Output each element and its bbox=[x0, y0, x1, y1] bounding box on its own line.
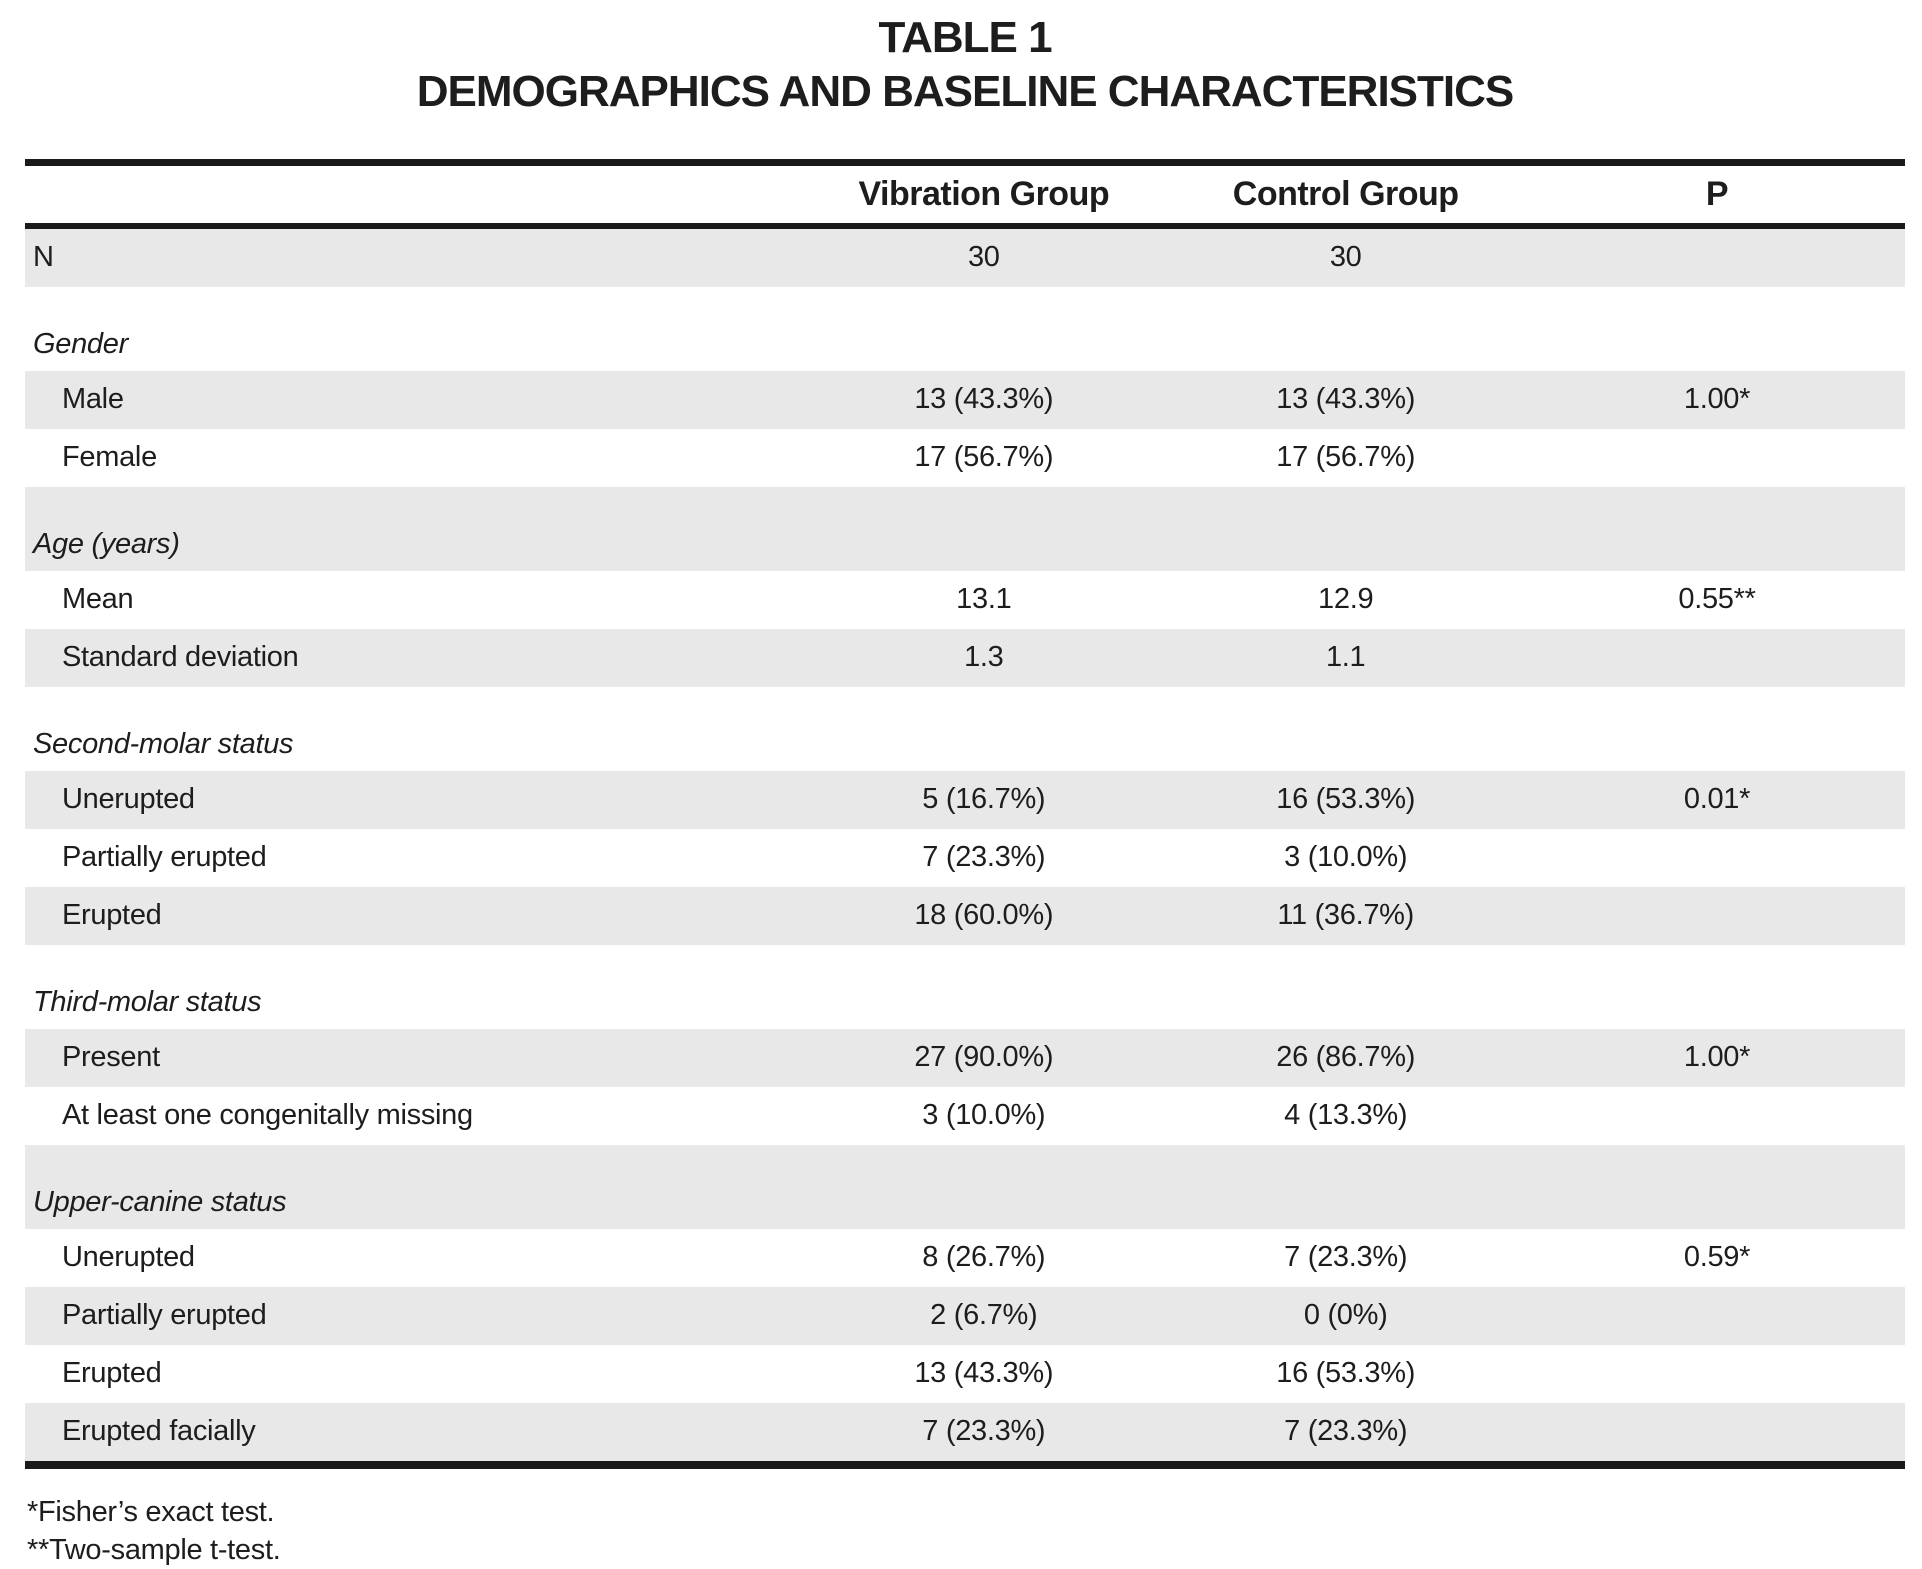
row-label: Present bbox=[62, 1041, 160, 1074]
table-row bbox=[25, 429, 1905, 487]
section-label: Second-molar status bbox=[33, 727, 294, 760]
row-label: Partially erupted bbox=[62, 841, 267, 874]
cell-vibration-group: 17 (56.7%) bbox=[914, 441, 1054, 474]
footnote-fisher-exact-test: *Fisher’s exact test. bbox=[27, 1495, 275, 1528]
row-label: Standard deviation bbox=[62, 641, 299, 674]
cell-vibration-group: 8 (26.7%) bbox=[922, 1241, 1046, 1274]
demographics-table bbox=[25, 159, 1905, 1469]
row-label: Partially erupted bbox=[62, 1299, 267, 1332]
table-row bbox=[25, 1403, 1905, 1465]
section-row bbox=[25, 687, 1905, 771]
cell-control-group: 3 (10.0%) bbox=[1284, 841, 1408, 874]
cell-p-value bbox=[1529, 1403, 1905, 1465]
section-row bbox=[25, 287, 1905, 371]
cell-p-value: 1.00* bbox=[1683, 1041, 1751, 1074]
table-row bbox=[25, 771, 1905, 829]
section-label: Upper-canine status bbox=[33, 1185, 287, 1218]
row-label: Erupted bbox=[62, 1357, 162, 1390]
row-label: Mean bbox=[62, 583, 134, 616]
cell-vibration-group: 5 (16.7%) bbox=[922, 783, 1046, 816]
table-title-block bbox=[25, 0, 1905, 117]
column-header-empty bbox=[25, 162, 805, 226]
cell-p-value bbox=[1529, 1087, 1905, 1145]
footnotes bbox=[27, 1493, 1922, 1569]
cell-control-group: 7 (23.3%) bbox=[1284, 1415, 1408, 1448]
table-subtitle: DEMOGRAPHICS AND BASELINE CHARACTERISTICS bbox=[416, 67, 1514, 117]
cell-vibration-group: 13 (43.3%) bbox=[914, 383, 1054, 416]
column-header-control-group: Control Group bbox=[1162, 162, 1529, 226]
cell-p-value bbox=[1529, 629, 1905, 687]
cell-control-group: 17 (56.7%) bbox=[1276, 441, 1416, 474]
cell-vibration-group: 27 (90.0%) bbox=[914, 1041, 1054, 1074]
table-row bbox=[25, 629, 1905, 687]
cell-p-value bbox=[1529, 429, 1905, 487]
cell-p-value bbox=[1529, 1345, 1905, 1403]
cell-control-group: 30 bbox=[1329, 241, 1362, 274]
cell-p-value bbox=[1529, 226, 1905, 287]
table-row bbox=[25, 226, 1905, 287]
cell-control-group: 11 (36.7%) bbox=[1277, 899, 1415, 932]
cell-p-value: 0.55** bbox=[1678, 583, 1756, 616]
footnote-two-sample-t-test: **Two-sample t-test. bbox=[27, 1534, 281, 1567]
cell-p-value bbox=[1529, 1287, 1905, 1345]
cell-p-value bbox=[1529, 829, 1905, 887]
cell-vibration-group: 7 (23.3%) bbox=[922, 841, 1046, 874]
cell-control-group: 4 (13.3%) bbox=[1284, 1099, 1408, 1132]
table-row bbox=[25, 1029, 1905, 1087]
cell-control-group: 1.1 bbox=[1325, 641, 1366, 674]
column-header-vibration-group: Vibration Group bbox=[805, 162, 1162, 226]
section-label: Age (years) bbox=[33, 527, 180, 560]
section-row bbox=[25, 1145, 1905, 1229]
cell-vibration-group: 13 (43.3%) bbox=[914, 1357, 1054, 1390]
row-label: Male bbox=[62, 383, 124, 416]
row-label: Female bbox=[62, 441, 157, 474]
cell-control-group: 12.9 bbox=[1318, 583, 1374, 616]
cell-vibration-group: 18 (60.0%) bbox=[914, 899, 1054, 932]
table-row bbox=[25, 887, 1905, 945]
cell-vibration-group: 1.3 bbox=[964, 641, 1004, 674]
cell-p-value: 1.00* bbox=[1683, 383, 1751, 416]
row-label: Unerupted bbox=[62, 1241, 195, 1274]
section-row bbox=[25, 487, 1905, 571]
row-label: Unerupted bbox=[62, 783, 195, 816]
cell-control-group: 26 (86.7%) bbox=[1276, 1041, 1416, 1074]
cell-control-group: 13 (43.3%) bbox=[1276, 383, 1416, 416]
cell-vibration-group: 13.1 bbox=[956, 583, 1012, 616]
cell-p-value bbox=[1529, 887, 1905, 945]
section-row bbox=[25, 945, 1905, 1029]
cell-p-value: 0.59* bbox=[1683, 1241, 1751, 1274]
table-row bbox=[25, 571, 1905, 629]
column-header-p: P bbox=[1529, 162, 1905, 226]
cell-control-group: 16 (53.3%) bbox=[1276, 1357, 1416, 1390]
table-number-title: TABLE 1 bbox=[878, 13, 1052, 62]
cell-p-value: 0.01* bbox=[1683, 783, 1751, 816]
cell-control-group: 16 (53.3%) bbox=[1276, 783, 1416, 816]
row-label: Erupted facially bbox=[62, 1415, 256, 1448]
cell-control-group: 0 (0%) bbox=[1303, 1299, 1388, 1332]
section-label: Third-molar status bbox=[33, 985, 262, 1018]
table-row bbox=[25, 1087, 1905, 1145]
section-label: Gender bbox=[33, 327, 128, 360]
row-label: N bbox=[33, 241, 54, 274]
row-label: At least one congenitally missing bbox=[62, 1099, 473, 1132]
table-row bbox=[25, 829, 1905, 887]
table-row bbox=[25, 1287, 1905, 1345]
table-row bbox=[25, 1345, 1905, 1403]
cell-vibration-group: 3 (10.0%) bbox=[922, 1099, 1046, 1132]
cell-control-group: 7 (23.3%) bbox=[1284, 1241, 1408, 1274]
row-label: Erupted bbox=[62, 899, 162, 932]
header-row bbox=[25, 162, 1905, 226]
table-body bbox=[25, 226, 1905, 1465]
table-row bbox=[25, 371, 1905, 429]
cell-vibration-group: 30 bbox=[967, 241, 1000, 274]
table-row bbox=[25, 1229, 1905, 1287]
cell-vibration-group: 2 (6.7%) bbox=[930, 1299, 1038, 1332]
cell-vibration-group: 7 (23.3%) bbox=[922, 1415, 1046, 1448]
